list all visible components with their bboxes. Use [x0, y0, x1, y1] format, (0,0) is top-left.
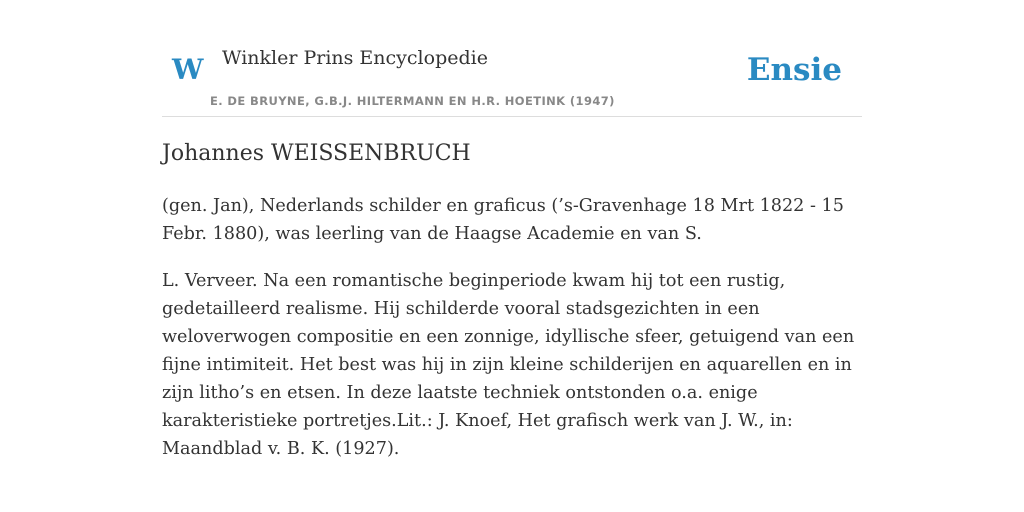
winkler-prins-logo[interactable]: W: [172, 53, 204, 86]
entry-title: Johannes WEISSENBRUCH: [162, 141, 471, 166]
header: [162, 0, 862, 117]
entry-paragraph: L. Verveer. Na een romantische beginperiode kwam hij tot een rustig, gedetailleerd realisme. Hij schilderde vooral stadsgezichten in een weloverwogen compositie en een zonnige, idyllische sfeer, getuigend van een fijne intimiteit. Het best was hij in zijn kleine schilderijen en aquarellen en in zijn litho’s en etsen. In deze laatste techniek ontstonden o.a. enige karakteristieke portretjes.Lit.: J. Knoef, Het grafisch werk van J. W., in: Maandblad v. B. K. (1927).: [162, 271, 855, 459]
book-title[interactable]: Winkler Prins Encyclopedie: [222, 47, 488, 69]
ensie-logo[interactable]: Ensie: [746, 52, 842, 88]
book-authors: E. DE BRUYNE, G.B.J. HILTERMANN EN H.R. HOETINK (1947): [210, 94, 615, 108]
entry-paragraph: (gen. Jan), Nederlands schilder en graficus (’s-Gravenhage 18 Mrt 1822 - 15 Febr. 1880), was leerling van de Haagse Academie en van S.: [162, 196, 844, 244]
page: [162, 0, 862, 459]
